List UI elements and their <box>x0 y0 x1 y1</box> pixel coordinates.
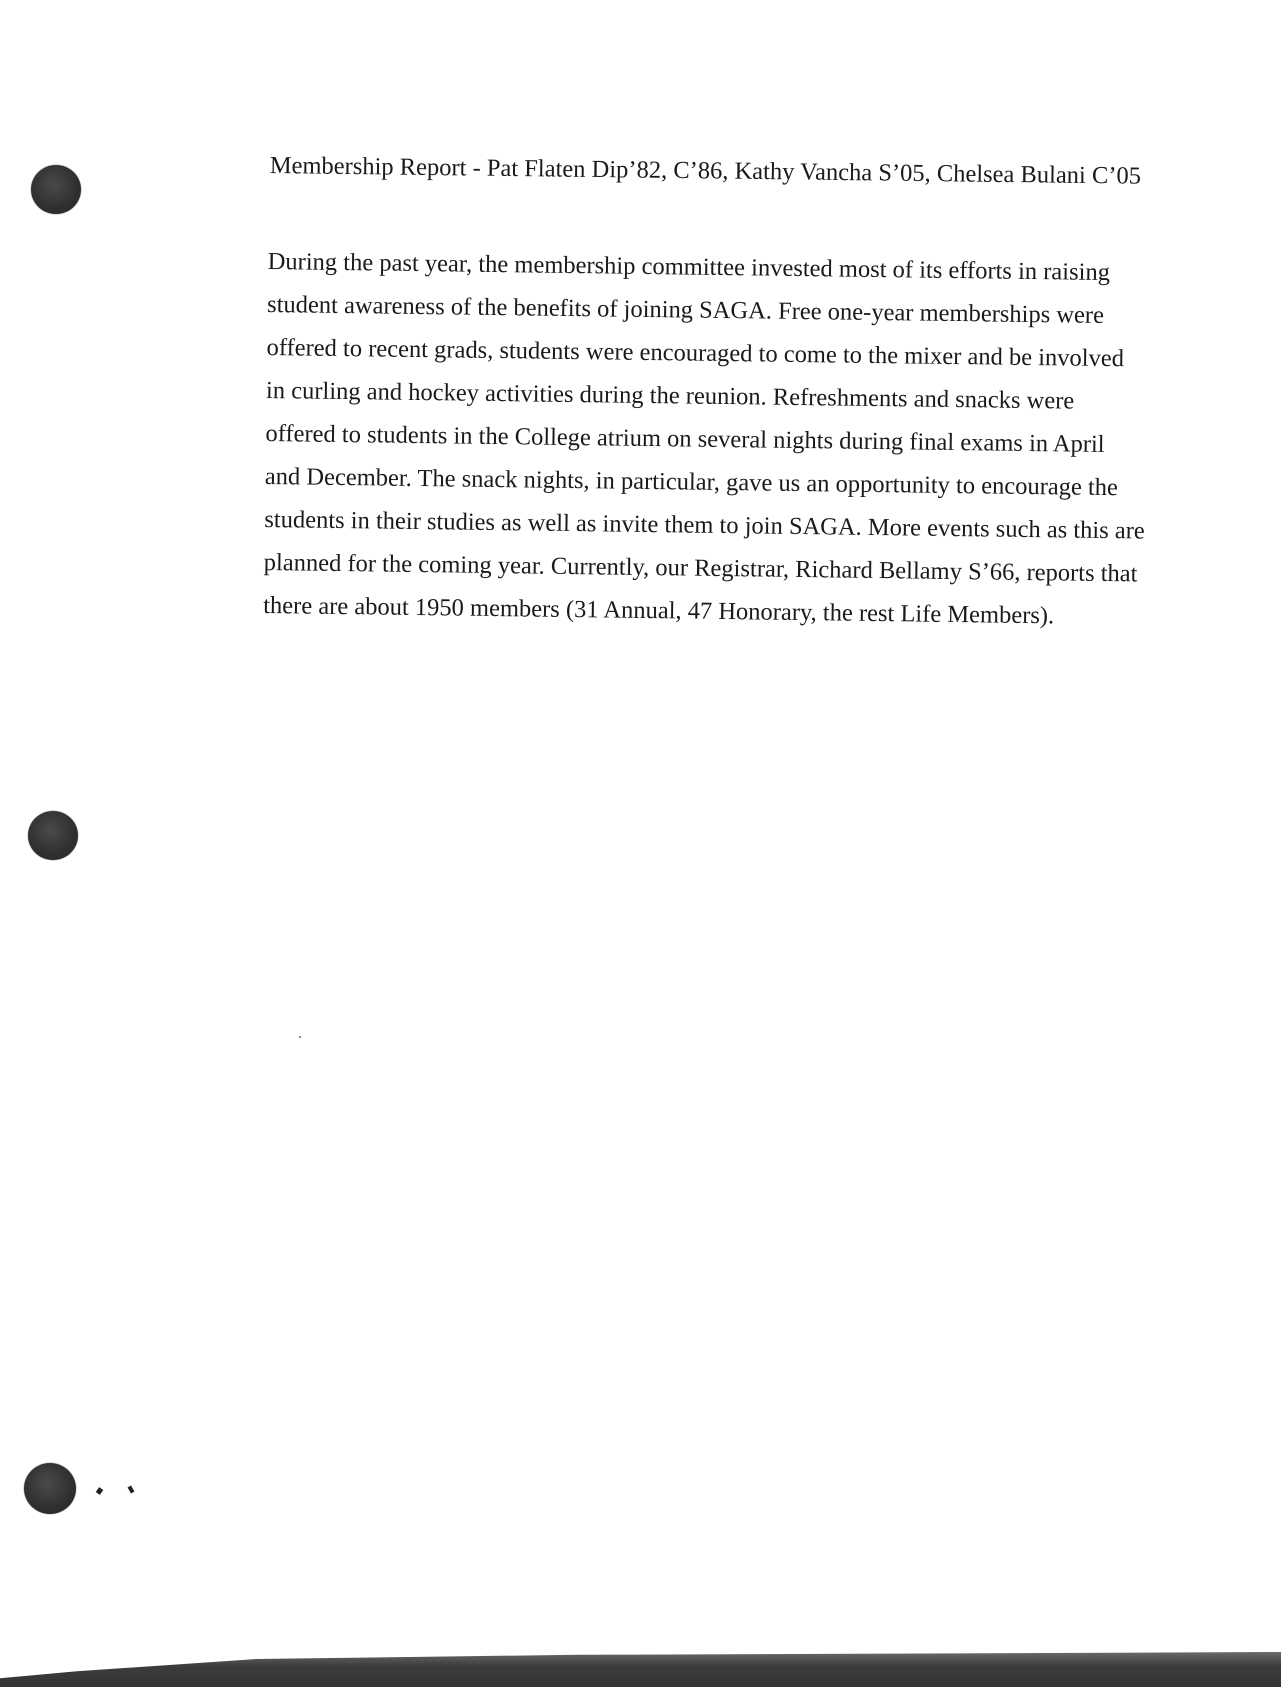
punch-hole-bottom <box>24 1463 76 1514</box>
body-line: student awareness of the benefits of joining SAGA. Free one-year memberships were <box>266 290 1105 329</box>
body-line: planned for the coming year. Currently, our Registrar, Richard Bellamy S’66, reports that <box>263 548 1138 588</box>
report-body <box>263 240 1268 640</box>
body-line: students in their studies as well as invite them to join SAGA. More events such as this are <box>264 505 1145 545</box>
body-line: offered to students in the College atrium on several nights during final exams in April <box>265 419 1105 458</box>
punch-hole-middle <box>28 811 78 860</box>
scan-speck <box>128 1485 135 1493</box>
scan-speck <box>299 1036 301 1038</box>
body-line: During the past year, the membership committee invested most of its efforts in raising <box>267 247 1111 287</box>
body-line: and December. The snack nights, in particular, gave us an opportunity to encourage the <box>264 462 1119 502</box>
punch-hole-top <box>31 165 81 214</box>
body-line: there are about 1950 members (31 Annual, 47 Honorary, the rest Life Members). <box>263 591 1055 630</box>
scan-speck <box>96 1487 104 1495</box>
body-line: in curling and hockey activities during the reunion. Refreshments and snacks were <box>265 376 1075 415</box>
body-line: offered to recent grads, students were encouraged to come to the mixer and be involved <box>266 333 1125 373</box>
scanner-bottom-edge <box>0 1652 1281 1687</box>
report-heading: Membership Report - Pat Flaten Dip’82, C’86, Kathy Vancha S’05, Chelsea Bulani C’05 <box>269 151 1142 190</box>
